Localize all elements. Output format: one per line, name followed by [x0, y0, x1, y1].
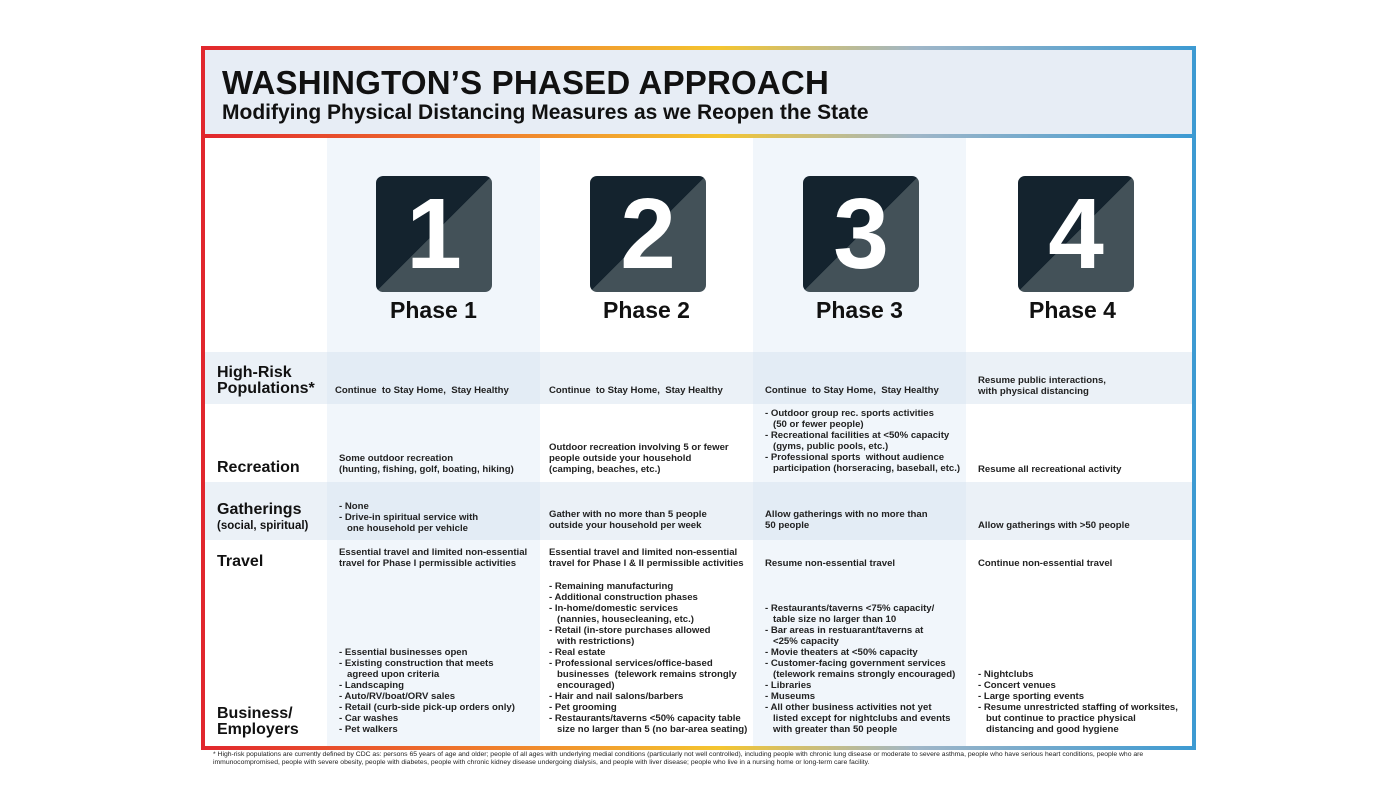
travel-phase-2: Essential travel and limited non-essential travel for Phase I & II permissible activities	[549, 547, 744, 569]
phase-2-number: 2	[620, 178, 676, 290]
gatherings-label: Gatherings	[217, 501, 302, 518]
header	[205, 50, 1192, 138]
high-risk-label: High-Risk Populations*	[217, 364, 315, 397]
travel-phase-4: Continue non-essential travel	[978, 558, 1113, 569]
phase-1-number: 1	[406, 178, 462, 290]
recreation-phase-2: Outdoor recreation involving 5 or fewer people outside your household (camping, beaches, etc.)	[549, 442, 729, 475]
phase-3-label: Phase 3	[816, 297, 903, 323]
recreation-label: Recreation	[217, 459, 300, 476]
content-area	[205, 50, 1192, 746]
gatherings-phase-2: Gather with no more than 5 people outside your household per week	[549, 509, 707, 531]
phase-3-number: 3	[833, 178, 889, 290]
phase-4-number: 4	[1048, 178, 1104, 290]
travel-phase-1: Essential travel and limited non-essential travel for Phase I permissible activities	[339, 547, 528, 569]
business-phase-1: - Essential businesses open - Existing construction that meets agreed upon criteria - Landscaping - Auto/RV/boat/ORV sales - Retail (curb-side pick-up orders only) - Car washes - Pet walkers	[339, 647, 515, 735]
footnote: * High-risk populations are currently defined by CDC as: persons 65 years of age and older; people of all ages with underlying medial conditions (particularly not well controlled), including people with chronic lung disease or moderate to severe asthma, people who have serious heart conditions, people who are immunocompromised, people with severe obesity, people with diabetes, people with chronic kidney disease undergoing dialysis, and people with liver disease; people who live in a nursing home or long-term care facility.	[213, 751, 1144, 766]
phase-3-badge	[803, 176, 919, 292]
recreation-phase-4: Resume all recreational activity	[978, 464, 1122, 475]
phase-1-badge	[376, 176, 492, 292]
travel-label: Travel	[217, 553, 264, 570]
recreation-phase-1: Some outdoor recreation (hunting, fishing, golf, boating, hiking)	[339, 453, 514, 475]
business-label: Business/ Employers	[217, 705, 299, 738]
gatherings-phase-3: Allow gatherings with no more than 50 people	[765, 509, 928, 531]
high-risk-phase-4: Resume public interactions, with physical distancing	[978, 375, 1106, 397]
high-risk-phase-2: Continue to Stay Home, Stay Healthy	[549, 385, 723, 396]
travel-phase-3: Resume non-essential travel	[765, 558, 896, 569]
gatherings-phase-4: Allow gatherings with >50 people	[978, 520, 1130, 531]
chart-frame	[201, 46, 1196, 750]
recreation-phase-3: - Outdoor group rec. sports activities (50 or fewer people) - Recreational facilities at <50% capacity (gyms, public pools, etc.) - Professional sports without audience participation (horseracing, baseball, etc.)	[765, 408, 961, 474]
phase-4-badge	[1018, 176, 1134, 292]
business-phase-2: - Remaining manufacturing - Additional construction phases - In-home/domestic services (nannies, housecleaning, etc.) - Retail (in-store purchases allowed with restrictions) - Real estate - Professional services/office-based businesses (telework remains strongly encouraged) - Hair and nail salons/barbers - Pet grooming - Restaurants/taverns <50% capacity table size no larger than 5 (no bar-area seating)	[549, 581, 748, 735]
phase-1-label: Phase 1	[390, 297, 477, 323]
gatherings-phase-1: - None - Drive-in spiritual service with one household per vehicle	[339, 501, 479, 534]
phase-4-label: Phase 4	[1029, 297, 1116, 323]
business-phase-3: - Restaurants/taverns <75% capacity/ table size no larger than 10 - Bar areas in restuarant/taverns at <25% capacity - Movie theaters at <50% capacity - Customer-facing government services (telework remains strongly encouraged) - Libraries - Museums - All other business activities not yet listed except for nightclubs and events with greater than 50 people	[765, 603, 956, 735]
gatherings-sublabel: (social, spiritual)	[217, 520, 309, 532]
high-risk-phase-1: Continue to Stay Home, Stay Healthy	[335, 385, 509, 396]
page-subtitle: Modifying Physical Distancing Measures as we Reopen the State	[222, 101, 869, 124]
high-risk-phase-3: Continue to Stay Home, Stay Healthy	[765, 385, 939, 396]
phase-2-badge	[590, 176, 706, 292]
phase-2-label: Phase 2	[603, 297, 690, 323]
page-title: WASHINGTON’S PHASED APPROACH	[222, 64, 829, 101]
business-phase-4: - Nightclubs - Concert venues - Large sporting events - Resume unrestricted staffing of worksites, but continue to practice physical distancing and good hygiene	[978, 669, 1178, 735]
